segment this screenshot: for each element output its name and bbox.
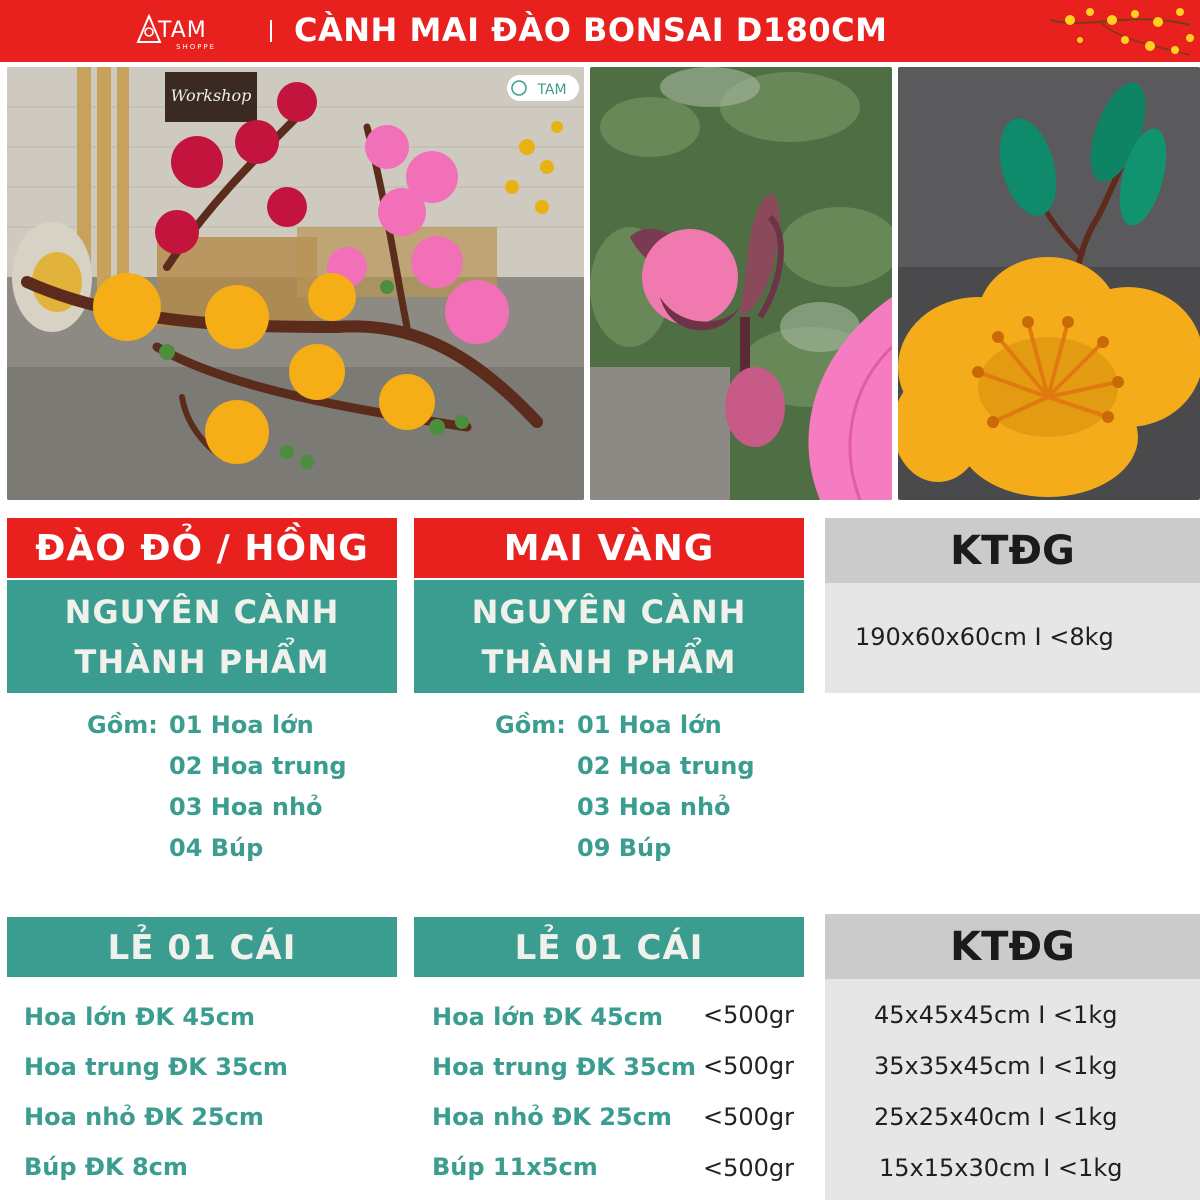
product-photo-mai-flower bbox=[898, 67, 1200, 500]
ktdg-bottom-body bbox=[825, 979, 1200, 1200]
mai-include-item: 02 Hoa trung bbox=[577, 752, 755, 780]
ktdg-bottom-value: 15x15x30cm I <1kg bbox=[879, 1154, 1123, 1182]
mai-single-header bbox=[414, 917, 804, 977]
product-photo-branch bbox=[7, 67, 584, 500]
logo-word: TAM bbox=[158, 18, 207, 43]
mai-single-weight: <500gr bbox=[703, 1052, 795, 1080]
mai-single-weight: <500gr bbox=[703, 1103, 795, 1131]
workshop-sign: Workshop bbox=[170, 86, 252, 105]
ktdg-bottom-value: 35x35x45cm I <1kg bbox=[874, 1052, 1118, 1080]
ktdg-top-body bbox=[825, 583, 1200, 693]
ktdg-bottom-header: KTĐG bbox=[825, 914, 1200, 979]
ktdg-top-header: KTĐG bbox=[825, 518, 1200, 583]
mai-include-item: 01 Hoa lớn bbox=[577, 711, 722, 739]
mai-single-header-text: LẺ 01 CÁI bbox=[514, 928, 704, 968]
mai-single-item: Hoa nhỏ ĐK 25cm bbox=[432, 1103, 672, 1131]
peach-single-item: Hoa nhỏ ĐK 25cm bbox=[24, 1103, 264, 1131]
ktdg-bottom-value: 45x45x45cm I <1kg bbox=[874, 1001, 1118, 1029]
mai-full-branch-box bbox=[414, 580, 804, 693]
mai-box-line1: NGUYÊN CÀNH bbox=[471, 593, 747, 631]
brand-logo bbox=[136, 8, 256, 54]
peach-include-item: 02 Hoa trung bbox=[169, 752, 347, 780]
mai-box-line2: THÀNH PHẨM bbox=[481, 643, 737, 681]
peach-include-item: 01 Hoa lớn bbox=[169, 711, 314, 739]
mai-single-item: Hoa lớn ĐK 45cm bbox=[432, 1003, 663, 1031]
mai-single-weight: <500gr bbox=[703, 1001, 795, 1029]
logo-sub: SHOPPE bbox=[176, 43, 217, 51]
peach-include-item: 03 Hoa nhỏ bbox=[169, 793, 323, 821]
peach-includes-label: Gồm: bbox=[87, 711, 158, 739]
mai-includes-label: Gồm: bbox=[495, 711, 566, 739]
peach-single-header bbox=[7, 917, 397, 977]
ktdg-top-value: 190x60x60cm I <8kg bbox=[855, 623, 1114, 651]
header-bar bbox=[0, 0, 1200, 62]
header-divider bbox=[270, 20, 272, 42]
peach-single-item: Búp ĐK 8cm bbox=[24, 1153, 188, 1181]
peach-full-branch-box bbox=[7, 580, 397, 693]
mai-column-header: MAI VÀNG bbox=[414, 518, 804, 578]
photo-logo-badge: TAM bbox=[537, 82, 567, 98]
page-title: CÀNH MAI ĐÀO BONSAI D180CM bbox=[294, 11, 888, 49]
peach-box-line2: THÀNH PHẨM bbox=[74, 643, 330, 681]
apricot-blossom-icon bbox=[1040, 0, 1200, 62]
peach-include-item: 04 Búp bbox=[169, 834, 264, 862]
mai-single-weight: <500gr bbox=[703, 1154, 795, 1182]
ktdg-bottom-value: 25x25x40cm I <1kg bbox=[874, 1103, 1118, 1131]
mai-include-item: 03 Hoa nhỏ bbox=[577, 793, 731, 821]
mai-single-item: Hoa trung ĐK 35cm bbox=[432, 1053, 696, 1081]
peach-box-line1: NGUYÊN CÀNH bbox=[64, 593, 340, 631]
mai-single-item: Búp 11x5cm bbox=[432, 1153, 598, 1181]
mai-include-item: 09 Búp bbox=[577, 834, 672, 862]
peach-column-header: ĐÀO ĐỎ / HỒNG bbox=[7, 518, 397, 578]
product-photo-peach-bud bbox=[590, 67, 892, 500]
peach-single-item: Hoa lớn ĐK 45cm bbox=[24, 1003, 255, 1031]
peach-single-item: Hoa trung ĐK 35cm bbox=[24, 1053, 288, 1081]
peach-single-header-text: LẺ 01 CÁI bbox=[107, 928, 297, 968]
